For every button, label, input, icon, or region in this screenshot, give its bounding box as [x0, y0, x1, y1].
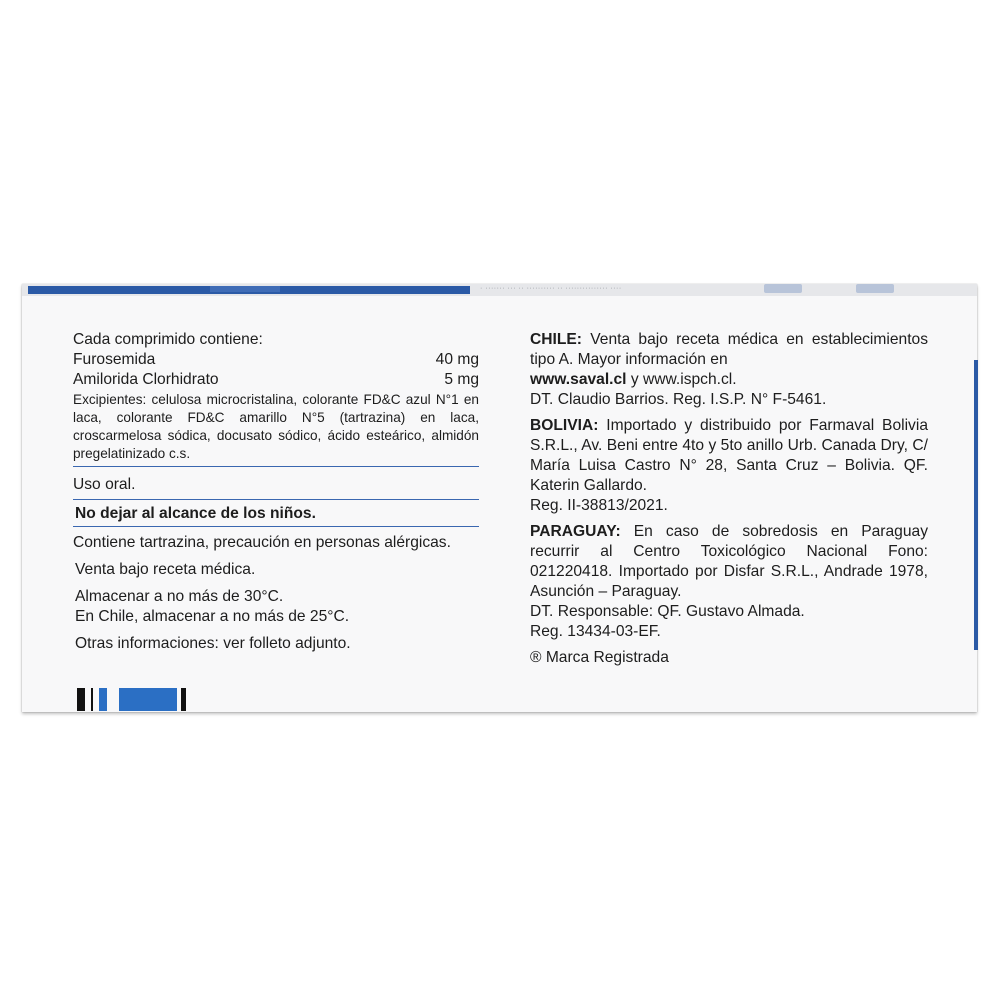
registration-column — [530, 330, 928, 668]
paraguay-label: PARAGUAY: — [530, 523, 621, 540]
prescription-text: Venta bajo receta médica. — [75, 561, 256, 578]
paraguay-text: En caso de sobredosis en Paraguay recurrir al Centro Toxicológico Nacional Fono: 021220418. Importado por Disfar S.R.L., Andrade 1978, Asunción – Paraguay. — [530, 523, 928, 600]
ingredient-row — [73, 370, 479, 390]
paraguay-section — [530, 522, 928, 602]
chile-web-bold: www.saval.cl — [530, 371, 627, 388]
route-text: Uso oral. — [73, 467, 479, 500]
ingredient-amount: 5 mg — [444, 371, 479, 388]
side-edge-blue-band — [974, 360, 978, 650]
bolivia-reg: Reg. II-38813/2021. — [530, 497, 668, 514]
paraguay-dt: DT. Responsable: QF. Gustavo Almada. — [530, 603, 805, 620]
black-bar — [77, 688, 85, 711]
chile-web-rest: y www.ispch.cl. — [626, 371, 737, 388]
top-flap-logo-1 — [764, 284, 802, 293]
trademark-text: ® Marca Registrada — [530, 649, 669, 666]
other-info-text: Otras informaciones: ver folleto adjunto. — [75, 635, 351, 652]
top-flap-logo-2 — [856, 284, 894, 293]
chile-label: CHILE: — [530, 331, 582, 348]
storage-text: Almacenar a no más de 30°C. — [75, 588, 284, 605]
ingredient-name: Furosemida — [73, 351, 156, 368]
storage-chile-text: En Chile, almacenar a no más de 25°C. — [75, 608, 350, 625]
composition-header: Cada comprimido contiene: — [73, 331, 263, 348]
paraguay-reg: Reg. 13434-03-EF. — [530, 623, 661, 640]
blue-wide-bar — [119, 688, 177, 711]
child-warning: No dejar al alcance de los niños. — [73, 500, 479, 527]
chile-dt: DT. Claudio Barrios. Reg. I.S.P. N° F-5461. — [530, 391, 827, 408]
chile-web-line — [530, 370, 928, 390]
ingredient-row — [73, 350, 479, 370]
tartrazine-warning: Contiene tartrazina, precaución en personas alérgicas. — [73, 534, 451, 551]
black-end-bar — [181, 688, 186, 711]
chile-section — [530, 330, 928, 370]
ingredient-name: Amilorida Clorhidrato — [73, 371, 219, 388]
top-flap-print-reversed: · ······· ··· ·· ·········· ·· ··············· ···· — [480, 285, 622, 292]
bolivia-section — [530, 416, 928, 496]
excipients-text: Excipientes: celulosa microcristalina, colorante FD&C azul N°1 en laca, colorante FD&C amarillo N°5 (tartrazina) en laca, croscarmelosa sódica, docusato sódico, ácido esteárico, almidón pregelatinizado c.s. — [73, 391, 479, 467]
ingredient-amount: 40 mg — [435, 351, 479, 368]
chile-text: Venta bajo receta médica en establecimientos tipo A. Mayor información en — [530, 331, 928, 368]
black-thin-bar — [91, 688, 93, 711]
composition-column — [73, 330, 479, 654]
blue-bar — [99, 688, 107, 711]
bolivia-text: Importado y distribuido por Farmaval Bolivia S.R.L., Av. Beni entre 4to y 5to anillo Urb. Canada Dry, C/ María Luisa Castro N° 28, Santa Cruz – Bolivia. QF. Katerin Gallardo. — [530, 417, 928, 494]
bolivia-label: BOLIVIA: — [530, 417, 599, 434]
top-flap-faint-mark — [210, 286, 280, 292]
